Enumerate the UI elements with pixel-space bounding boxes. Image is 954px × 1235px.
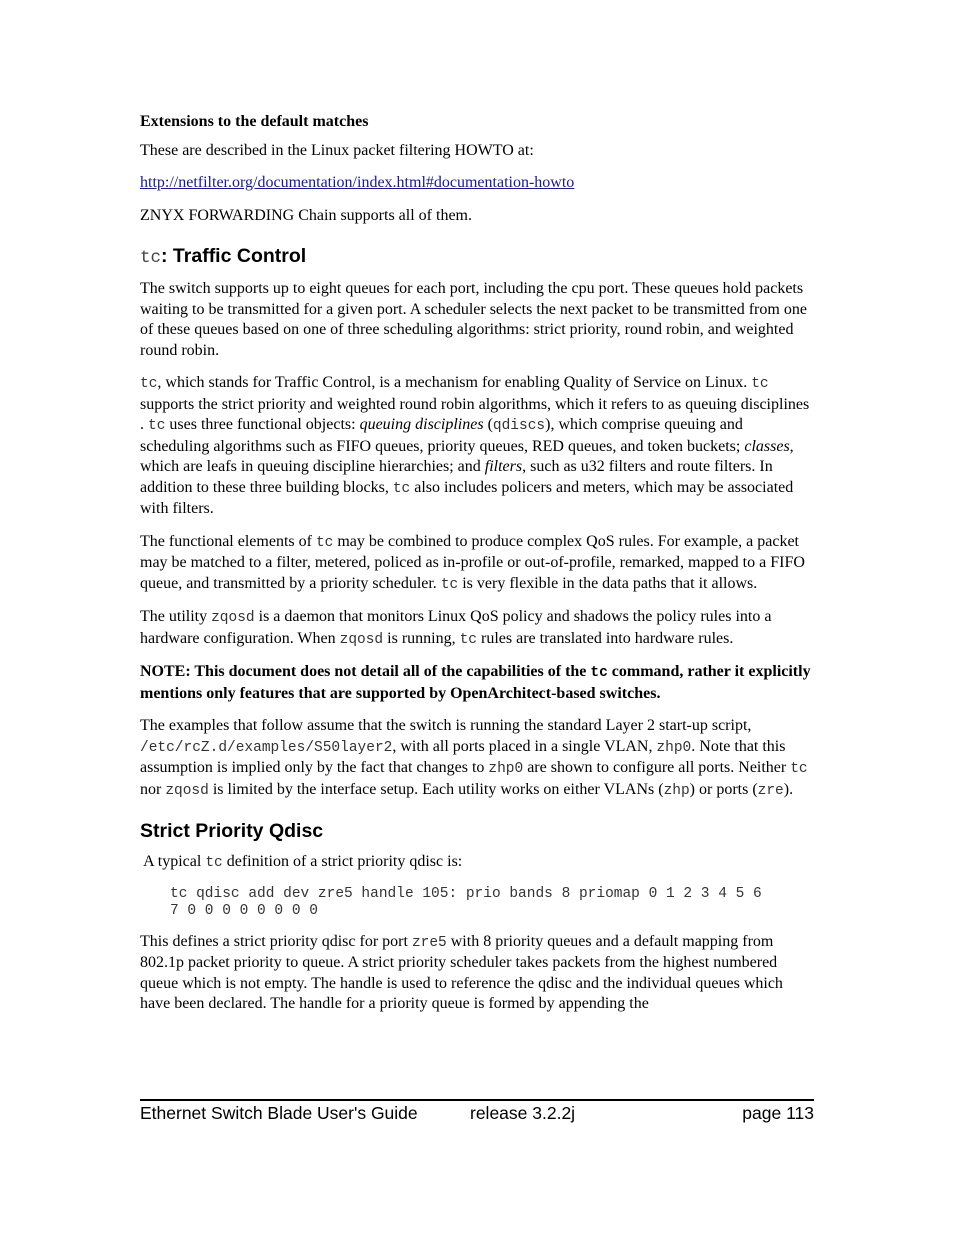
paragraph-link bbox=[140, 173, 814, 194]
text-span: ), which comprise queuing and scheduling algorithms such as FIFO queues, priority queues, RED queues, and token buckets; bbox=[140, 416, 745, 455]
paragraph-queues: The switch supports up to eight queues for each port, including the cpu port. These queues hold packets waiting to be transmitted for a given port. A scheduler selects the next packet to be transmitted from one of these queues based on one of three scheduling algorithms: strict priority, round robin, and weighted round robin. bbox=[140, 280, 807, 359]
text-span: , which stands for Traffic Control, is a mechanism for enabling Quality of Service on Linux. bbox=[157, 374, 752, 391]
code-span: tc bbox=[148, 418, 166, 434]
text-span: nor bbox=[140, 780, 166, 798]
code-span: zqosd bbox=[211, 610, 255, 626]
text-span: is very flexible in the data paths that it allows. bbox=[458, 574, 758, 592]
code-span: tc bbox=[392, 480, 411, 497]
text-span: NOTE: This document does not detail all of the capabilities of the bbox=[140, 663, 591, 680]
italic-span: classes bbox=[744, 437, 790, 455]
text-span: command, rather it explicitly mentions only features that are supported by OpenArchitect-based switches. bbox=[140, 663, 811, 702]
code-span: tc bbox=[590, 665, 608, 681]
text-span: supports the strict priority and weighted round robin algorithms, which it refers to as queuing disciplines . bbox=[140, 395, 810, 433]
text-span: , with all ports placed in a single VLAN, bbox=[392, 737, 657, 755]
code-span: zre bbox=[757, 782, 784, 799]
text-span: . Note that this assumption is implied only by the fact that changes to bbox=[140, 737, 786, 776]
text-span: A typical bbox=[140, 853, 206, 870]
text-span: ). bbox=[783, 780, 794, 798]
text-span: ( bbox=[483, 416, 493, 433]
text-span: is a daemon that monitors Linux QoS policy and shadows the policy rules into a hardware configuration. When bbox=[140, 608, 772, 647]
footer-title: Ethernet Switch Blade User's Guide bbox=[140, 1103, 418, 1123]
code-line: tc qdisc add dev zre5 handle 105: prio bands 8 priomap 0 1 2 3 4 5 6 bbox=[170, 885, 762, 902]
text-span: is limited by the interface setup. Each utility works on either VLANs ( bbox=[208, 780, 664, 798]
code-span: zqosd bbox=[165, 782, 209, 799]
heading-traffic-control bbox=[140, 244, 814, 270]
code-span: zre5 bbox=[411, 934, 447, 951]
text-span: This defines a strict priority qdisc for port bbox=[140, 932, 412, 950]
code-span: tc bbox=[140, 376, 158, 392]
text-span: uses three functional objects: bbox=[165, 416, 360, 433]
paragraph-howto-intro: These are described in the Linux packet filtering HOWTO at: bbox=[140, 141, 534, 159]
code-span: tc bbox=[205, 855, 223, 871]
code-span: /etc/rcZ.d/examples/S50layer2 bbox=[140, 739, 393, 756]
text-span: The utility bbox=[140, 608, 212, 625]
paragraph-tc-intro bbox=[140, 373, 814, 520]
text-span: , which are leafs in queuing discipline hierarchies; and bbox=[140, 437, 794, 475]
text-span: rules are translated into hardware rules. bbox=[477, 629, 734, 647]
code-span: zhp0 bbox=[656, 739, 692, 756]
footer-page-number: page 113 bbox=[742, 1103, 814, 1123]
code-block bbox=[170, 886, 814, 920]
heading-strict-priority: Strict Priority Qdisc bbox=[140, 820, 324, 842]
paragraph-support: ZNYX FORWARDING Chain supports all of them. bbox=[140, 206, 472, 224]
text-span: The functional elements of bbox=[140, 532, 316, 550]
text-span: , such as u32 filters and route filters. In addition to these three building blocks, bbox=[140, 458, 773, 496]
text-span: with 8 priority queues and a default mapping from 802.1p packet priority to queue. A strict priority scheduler takes packets from the highest numbered queue which is not empty. The handle is used to reference the qdisc and the individual queues which have been declared. The handle for a priority queue is formed by appending the bbox=[140, 932, 783, 1012]
code-span: tc bbox=[459, 631, 477, 648]
text-span: are shown to configure all ports. Neither bbox=[523, 759, 791, 776]
document-page bbox=[140, 112, 814, 1027]
code-span: tc bbox=[440, 576, 459, 593]
page-footer bbox=[140, 1099, 814, 1124]
heading-text: : Traffic Control bbox=[161, 245, 307, 267]
text-span: ) or ports ( bbox=[689, 780, 758, 798]
code-span: tc bbox=[790, 761, 808, 777]
heading-code: tc bbox=[140, 248, 162, 268]
footer-release: release 3.2.2j bbox=[470, 1103, 576, 1123]
paragraph-qdisc-description bbox=[140, 932, 814, 1015]
paragraph-zqosd bbox=[140, 607, 814, 650]
paragraph-examples-assumption bbox=[140, 716, 814, 801]
code-span: qdiscs bbox=[492, 418, 546, 434]
code-span: zqosd bbox=[339, 631, 384, 648]
code-span: tc bbox=[751, 376, 769, 392]
note-paragraph bbox=[140, 662, 814, 704]
text-span: also includes policers and meters, which may be associated with filters. bbox=[140, 478, 794, 517]
italic-span: filters bbox=[484, 458, 523, 475]
text-span: definition of a strict priority qdisc is: bbox=[222, 853, 463, 870]
text-span: may be combined to produce complex QoS rules. For example, a packet may be matched to a filter, metered, policed as in-profile or out-of-profile, remarked, mapped to a FIFO queue, and transmitted by a priority scheduler. bbox=[140, 532, 805, 592]
paragraph-functional-elements bbox=[140, 532, 814, 596]
howto-link[interactable]: http://netfilter.org/documentation/index.html#documentation-howto bbox=[140, 174, 575, 191]
text-span: is running, bbox=[383, 629, 460, 647]
text-span: The examples that follow assume that the switch is running the standard Layer 2 start-up script, bbox=[140, 717, 752, 734]
paragraph-qdisc-intro bbox=[140, 852, 814, 874]
code-span: zhp0 bbox=[488, 761, 524, 777]
heading-extensions: Extensions to the default matches bbox=[140, 113, 369, 130]
code-line: 7 0 0 0 0 0 0 0 0 bbox=[170, 902, 318, 919]
code-span: tc bbox=[315, 534, 334, 551]
code-span: zhp bbox=[663, 782, 690, 799]
italic-span: queuing disciplines bbox=[359, 416, 484, 433]
